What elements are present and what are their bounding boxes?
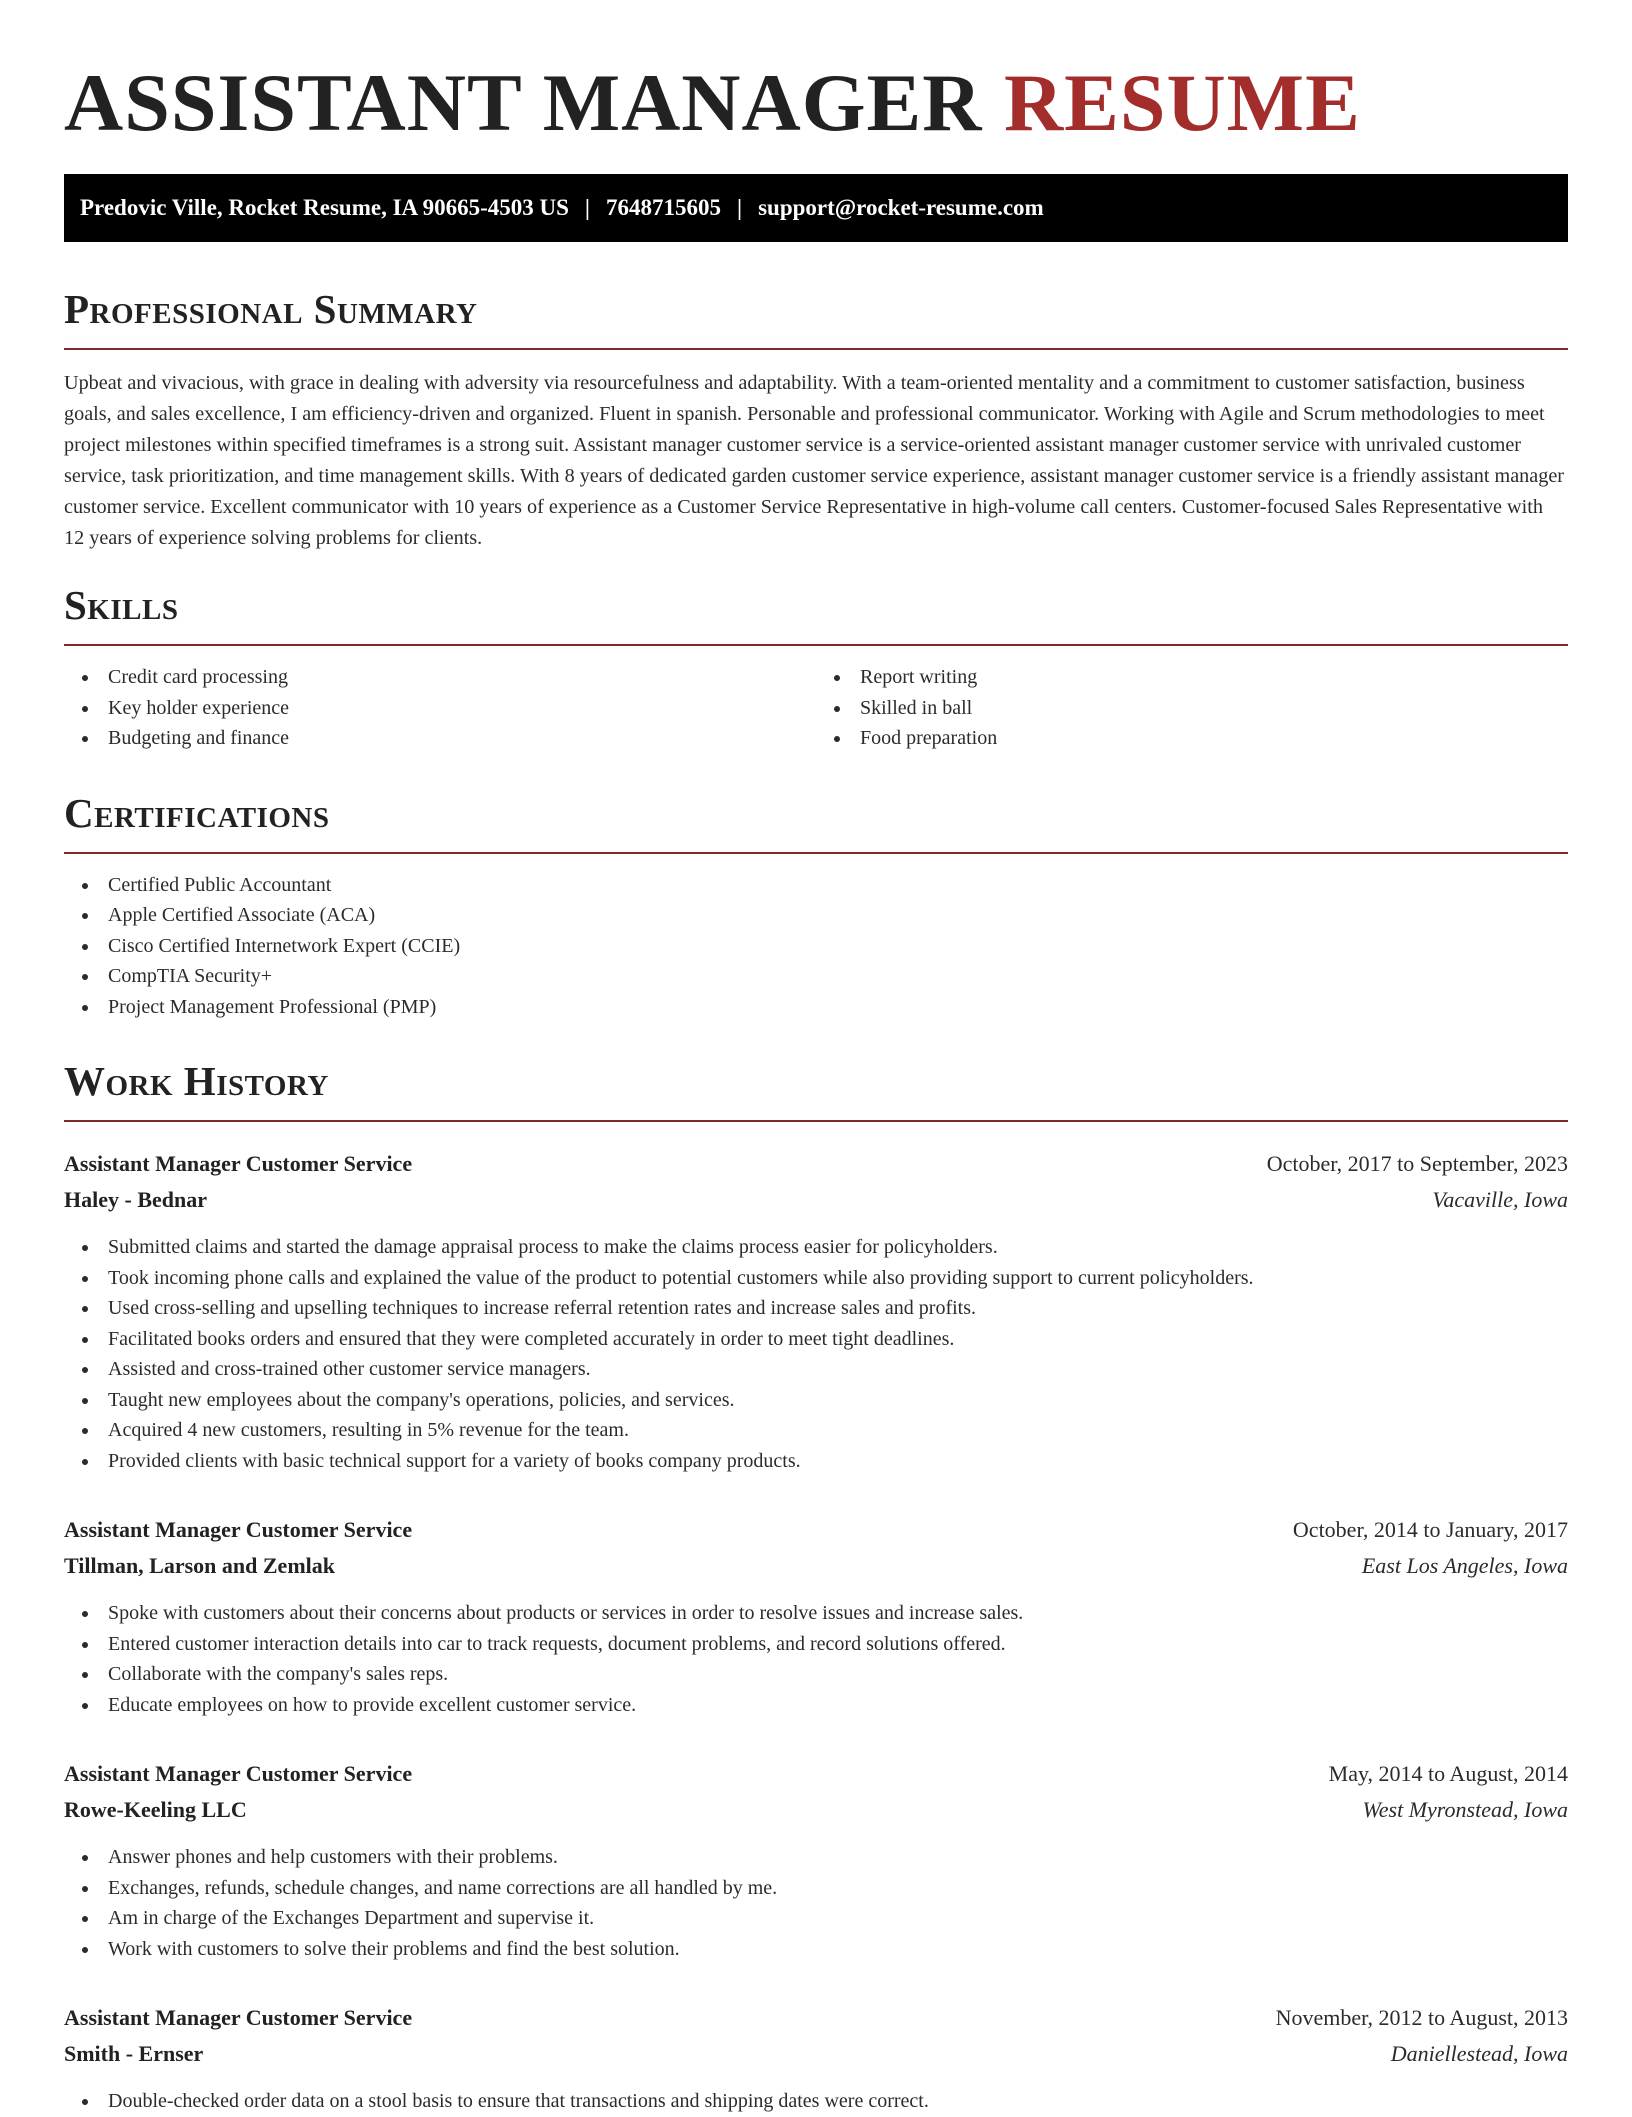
job-title: Assistant Manager Customer Service [64, 1151, 413, 1176]
section-divider [64, 852, 1568, 854]
job-location: Daniellestead, Iowa [1390, 2041, 1568, 2066]
job-duty: Spoke with customers about their concerns about products or services in order to resolve issues and increase sales. [64, 1598, 1568, 1629]
job-duty: Work with customers to solve their problems and find the best solution. [64, 1934, 1568, 1965]
work-history-heading: Work History [64, 1058, 329, 1104]
job-title: Assistant Manager Customer Service [64, 1517, 413, 1542]
skill-item: Skilled in ball [816, 693, 1568, 724]
job-location: West Myronstead, Iowa [1362, 1797, 1568, 1822]
job-duty: Double-checked order data on a stool basis to ensure that transactions and shipping dates were correct. [64, 2086, 1568, 2117]
job-entry [64, 1756, 1568, 1964]
job-duties [64, 1598, 1568, 1720]
certification-item: Certified Public Accountant [64, 870, 1568, 901]
skills-grid [64, 646, 1568, 754]
job-duty: Exchanges, refunds, schedule changes, and name corrections are all handled by me. [64, 1873, 1568, 1904]
skill-item: Budgeting and finance [64, 723, 816, 754]
job-duties [64, 1232, 1568, 1476]
job-title: Assistant Manager Customer Service [64, 1761, 413, 1786]
job-dates: October, 2017 to September, 2023 [1266, 1151, 1568, 1176]
job-entry [64, 1146, 1568, 1476]
job-company: Tillman, Larson and Zemlak [64, 1553, 335, 1578]
job-duty: Educate employees on how to provide excellent customer service. [64, 1690, 1568, 1721]
job-company: Smith - Ernser [64, 2041, 204, 2066]
skill-item: Credit card processing [64, 662, 816, 693]
job-duty: Submitted claims and started the damage appraisal process to make the claims process easier for policyholders. [64, 1232, 1568, 1263]
job-duty: Provided clients with basic technical support for a variety of books company products. [64, 1446, 1568, 1477]
job-company: Rowe-Keeling LLC [64, 1797, 247, 1822]
skill-item: Report writing [816, 662, 1568, 693]
job-dates: October, 2014 to January, 2017 [1292, 1517, 1568, 1542]
job-duty: Assisted and cross-trained other customer service managers. [64, 1354, 1568, 1385]
skills-section [64, 582, 1568, 754]
contact-bar [64, 174, 1568, 242]
work-history-section [64, 1058, 1568, 2117]
title-main: ASSISTANT MANAGER [64, 57, 983, 148]
contact-address: Predovic Ville, Rocket Resume, IA 90665-4503 US [80, 195, 569, 220]
skills-heading: Skills [64, 582, 179, 628]
certification-item: Apple Certified Associate (ACA) [64, 900, 1568, 931]
job-duty: Used cross-selling and upselling techniques to increase referral retention rates and increase sales and profits. [64, 1293, 1568, 1324]
certification-item: Cisco Certified Internetwork Expert (CCIE) [64, 931, 1568, 962]
job-dates: May, 2014 to August, 2014 [1328, 1761, 1568, 1786]
resume-title [64, 56, 1568, 150]
certifications-section [64, 790, 1568, 1023]
certifications-heading: Certifications [64, 789, 330, 836]
section-divider [64, 348, 1568, 350]
contact-email[interactable]: support@rocket-resume.com [758, 195, 1044, 220]
job-duty: Took incoming phone calls and explained the value of the product to potential customers while also providing support to current policyholders. [64, 1263, 1568, 1294]
summary-section [64, 286, 1568, 554]
job-company: Haley - Bednar [64, 1187, 207, 1212]
job-location: Vacaville, Iowa [1432, 1187, 1568, 1212]
summary-text: Upbeat and vivacious, with grace in dealing with adversity via resourcefulness and adaptability. With a team-oriented mentality and a commitment to customer satisfaction, business goals, and sales excellence, I am efficiency-driven and organized. Fluent in spanish. Personable and professional communicator. Working with Agile and Scrum methodologies to meet project milestones within specified timeframes is a strong suit. Assistant manager customer service is a service-oriented assistant manager customer service with unrivaled customer service, task prioritization, and time management skills. With 8 years of dedicated garden customer service experience, assistant manager customer service is a friendly assistant manager customer service. Excellent communicator with 10 years of experience as a Customer Service Representative in high-volume call centers. Customer-focused Sales Representative with 12 years of experience solving problems for clients. [64, 372, 1565, 549]
contact-separator: | [584, 195, 590, 220]
job-duty: Acquired 4 new customers, resulting in 5% revenue for the team. [64, 1415, 1568, 1446]
skill-item: Food preparation [816, 723, 1568, 754]
section-divider [64, 1120, 1568, 1122]
job-entry [64, 1512, 1568, 1720]
contact-phone[interactable]: 7648715605 [606, 195, 721, 220]
job-duties [64, 1842, 1568, 1964]
summary-heading: Professional Summary [64, 286, 478, 332]
job-duty: Taught new employees about the company's operations, policies, and services. [64, 1385, 1568, 1416]
job-duty: Collaborate with the company's sales reps. [64, 1659, 1568, 1690]
job-duty: Answer phones and help customers with their problems. [64, 1842, 1568, 1873]
certification-item: Project Management Professional (PMP) [64, 992, 1568, 1023]
job-duty: Entered customer interaction details into car to track requests, document problems, and record solutions offered. [64, 1629, 1568, 1660]
title-accent: RESUME [1003, 57, 1361, 148]
job-title: Assistant Manager Customer Service [64, 2005, 413, 2030]
job-dates: November, 2012 to August, 2013 [1275, 2005, 1568, 2030]
skills-list-right [816, 662, 1568, 754]
certifications-list [64, 870, 1568, 1023]
job-location: East Los Angeles, Iowa [1361, 1553, 1568, 1578]
job-duty: Facilitated books orders and ensured that they were completed accurately in order to meet tight deadlines. [64, 1324, 1568, 1355]
skill-item: Key holder experience [64, 693, 816, 724]
job-duty: Am in charge of the Exchanges Department and supervise it. [64, 1903, 1568, 1934]
certification-item: CompTIA Security+ [64, 961, 1568, 992]
job-entry [64, 2000, 1568, 2117]
skills-list-left [64, 662, 816, 754]
contact-separator: | [737, 195, 743, 220]
